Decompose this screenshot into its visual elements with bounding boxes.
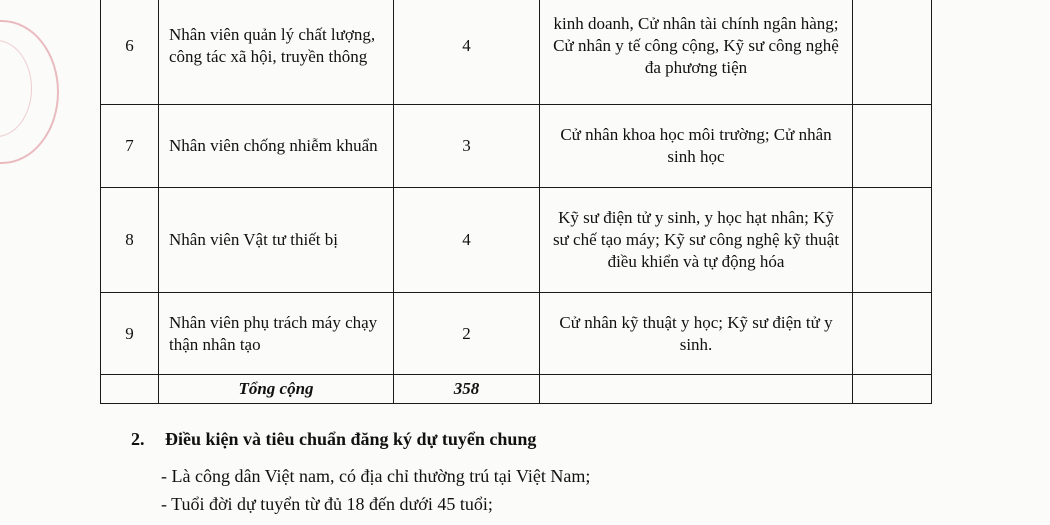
empty-cell — [853, 0, 932, 105]
recruitment-table — [100, 0, 932, 404]
row-number: 8 — [101, 188, 159, 293]
required-majors: Cử nhân kỹ thuật y học; Kỹ sư điện tử y sinh. — [540, 293, 853, 375]
total-label: Tổng cộng — [159, 375, 394, 404]
section-number: 2. — [131, 429, 145, 449]
position-name: Nhân viên quản lý chất lượng, công tác xã hội, truyền thông — [159, 0, 394, 105]
total-row — [101, 375, 932, 404]
empty-cell — [853, 105, 932, 188]
required-majors: Kỹ sư điện tử y sinh, y học hạt nhân; Kỹ sư chế tạo máy; Kỹ sư công nghệ kỹ thuật điều khiển và tự động hóa — [540, 188, 853, 293]
condition-list — [161, 462, 590, 518]
empty-cell — [853, 375, 932, 404]
empty-cell — [853, 293, 932, 375]
row-number: 9 — [101, 293, 159, 375]
position-quantity: 4 — [394, 188, 540, 293]
empty-cell — [853, 188, 932, 293]
total-quantity: 358 — [394, 375, 540, 404]
empty-cell — [101, 375, 159, 404]
empty-cell — [540, 375, 853, 404]
table-row — [101, 0, 932, 105]
position-name: Nhân viên chống nhiễm khuẩn — [159, 105, 394, 188]
table-row — [101, 105, 932, 188]
table-row — [101, 293, 932, 375]
position-name: Nhân viên phụ trách máy chạy thận nhân tạo — [159, 293, 394, 375]
section-heading — [131, 429, 536, 450]
list-item: - Tuổi đời dự tuyển từ đủ 18 đến dưới 45 tuổi; — [161, 494, 493, 514]
section-title: Điều kiện và tiêu chuẩn đăng ký dự tuyển chung — [165, 429, 537, 449]
position-quantity: 4 — [394, 0, 540, 105]
required-majors: kinh doanh, Cử nhân tài chính ngân hàng; Cử nhân y tế công cộng, Kỹ sư công nghệ đa phương tiện — [540, 0, 853, 105]
list-item: - Là công dân Việt nam, có địa chỉ thường trú tại Việt Nam; — [161, 466, 591, 486]
position-name: Nhân viên Vật tư thiết bị — [159, 188, 394, 293]
position-quantity: 3 — [394, 105, 540, 188]
required-majors: Cử nhân khoa học môi trường; Cử nhân sinh học — [540, 105, 853, 188]
row-number: 6 — [101, 0, 159, 105]
row-number: 7 — [101, 105, 159, 188]
table-row — [101, 188, 932, 293]
position-quantity: 2 — [394, 293, 540, 375]
